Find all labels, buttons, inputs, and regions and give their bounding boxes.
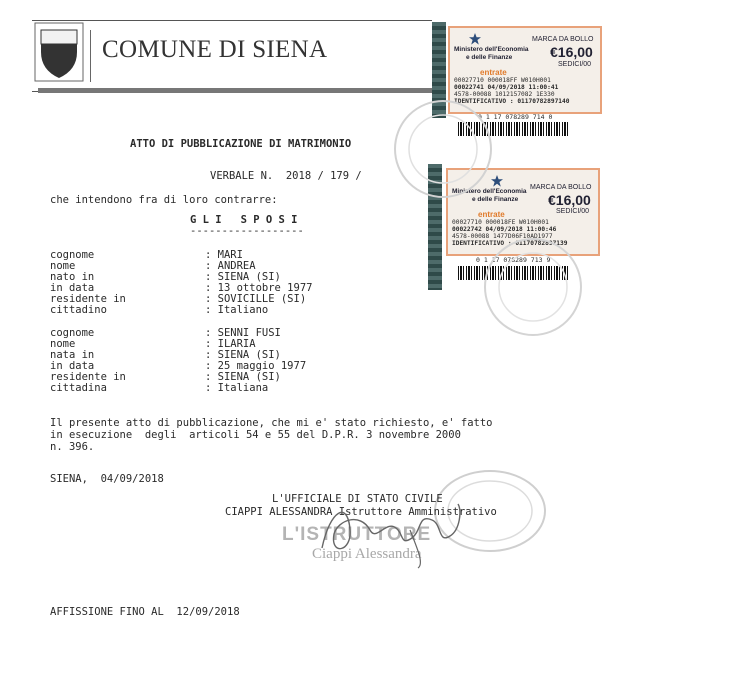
stamp-type: MARCA DA BOLLO [532,36,594,43]
header-divider [90,30,91,82]
field-label: nome [50,260,76,272]
field-label: nato in [50,271,95,283]
field-value: : SOVICILLE (SI) [205,293,307,305]
field-label: in data [50,360,95,372]
stamp-code: SEDICI/00 [558,61,592,68]
stamp-ministry-line1: Ministero dell'Economia [454,46,529,53]
field-value: : SIENA (SI) [205,371,281,383]
stamp-row4: IDENTIFICATIVO : 01170782897140 [454,98,570,105]
intro-text: che intendono fra di loro contrarre: [50,194,278,206]
field-label: nata in [50,349,95,361]
field-label: cittadina [50,382,107,394]
stamp-amount: €16,00 [550,44,593,60]
field-value: : MARI [205,249,243,261]
stamp-ministry-line2: e delle Finanze [466,54,513,61]
affissione-date: AFFISSIONE FINO AL 12/09/2018 [50,606,240,618]
field-value: : 13 ottobre 1977 [205,282,313,294]
header-rule [38,88,433,93]
coat-of-arms-icon [34,22,84,82]
field-value: : ANDREA [205,260,256,272]
section-underline: ------------------ [190,225,304,237]
officer-name: CIAPPI ALESSANDRA Istruttore Amministrativo [225,506,497,518]
stamp-code: SEDICI/00 [556,208,590,215]
stamp-ministry-line2: e delle Finanze [472,196,519,203]
verbale-number: VERBALE N. 2018 / 179 / [210,170,362,182]
field-label: nome [50,338,76,350]
field-value: : SIENA (SI) [205,271,281,283]
stamp-amount: €16,00 [548,192,591,208]
officer-stamp-line2: Ciappi Alessandra [312,546,422,562]
agency-logo: entrate [478,210,505,219]
field-label: residente in [50,293,126,305]
section-title: G L I S P O S I [190,214,298,226]
stamp-row1: 00027710 000018FF W010H001 [454,77,551,84]
field-value: : ILARIA [205,338,256,350]
stamp-type: MARCA DA BOLLO [530,184,592,191]
cancellation-seal-icon [388,94,498,204]
place-and-date: SIENA, 04/09/2018 [50,473,164,485]
municipality-name: COMUNE DI SIENA [102,36,328,63]
cancellation-seal-icon [478,232,588,342]
field-label: in data [50,282,95,294]
stamp-row3: 4578-00088 1477D06F10AD1977 [452,233,553,240]
document-title: ATTO DI PUBBLICAZIONE DI MATRIMONIO [130,138,352,150]
stamp-row2: 00022742 04/09/2018 11:00:46 [452,226,557,233]
officer-stamp-line1: L'ISTRUTTORE [282,524,432,545]
field-label: cittadino [50,304,107,316]
agency-logo: entrate [480,68,507,77]
field-label: cognome [50,327,95,339]
stamp-row4: IDENTIFICATIVO : 01170782897139 [452,240,568,247]
officer-title: L'UFFICIALE DI STATO CIVILE [272,493,443,505]
field-value: : Italiana [205,382,269,394]
field-label: residente in [50,371,126,383]
stamp-row1: 00027710 000018FE W010H001 [452,219,549,226]
stamp-row3: 4578-00088 1012157082 1E330 [454,91,555,98]
stamp-row2: 00022741 04/09/2018 11:00:41 [454,84,559,91]
handwritten-signature [300,490,480,570]
field-value: : Italiano [205,304,269,316]
body-line-1: Il presente atto di pubblicazione, che mi e' stato richiesto, e' fatto [50,417,493,429]
field-value: : 25 maggio 1977 [205,360,307,372]
stamp-barcode-number: 0 1 17 078289 714 0 [478,113,553,121]
stamp-ministry-line1: Ministero dell'Economia [452,188,527,195]
field-value: : SIENA (SI) [205,349,281,361]
field-label: cognome [50,249,95,261]
body-line-3: n. 396. [50,441,95,453]
stamp-barcode-number: 0 1 17 078289 713 9 [476,256,551,264]
body-line-2: in esecuzione degli articoli 54 e 55 del D.P.R. 3 novembre 2000 [50,429,461,441]
field-value: : SENNI FUSI [205,327,281,339]
republic-emblem-icon [468,32,482,46]
